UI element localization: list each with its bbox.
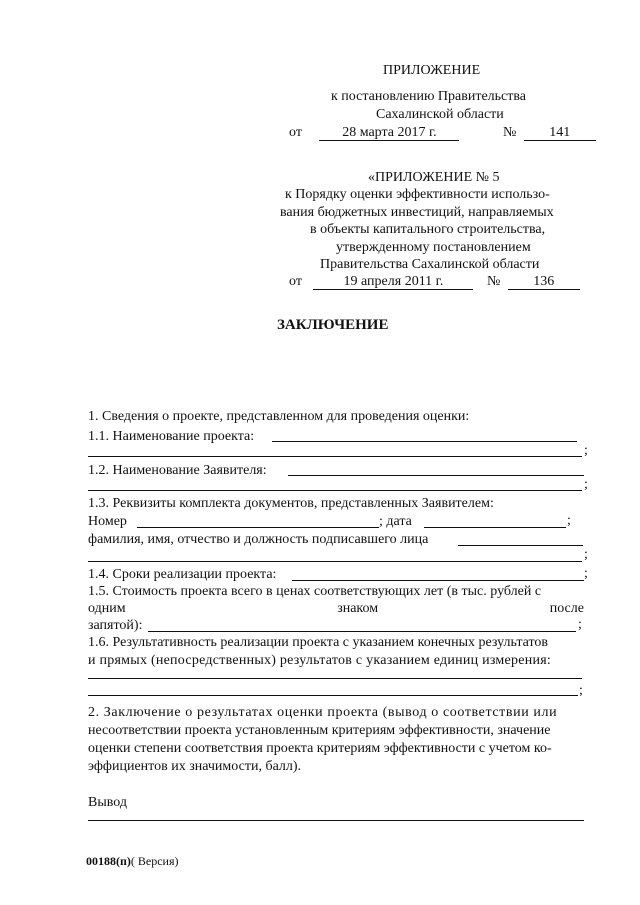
semicolon: ; xyxy=(584,477,588,492)
appendix-date: 28 марта 2017 г. xyxy=(319,126,459,141)
appendix5-line-2: вания бюджетных инвестиций, направляемых xyxy=(280,205,554,220)
documents-label: 1.3. Реквизиты комплекта документов, представленных Заявителем: xyxy=(88,496,494,511)
semicolon: ; xyxy=(584,566,588,581)
appendix-date-row xyxy=(289,124,596,141)
effectiveness-label-2: и прямых (непосредственных) результатов с указанием единиц измерения: xyxy=(88,653,552,668)
section-2-line-2: несоответствии проекта установленным критериям эффективности, значение xyxy=(88,723,551,738)
document-date-label: ; дата xyxy=(379,514,412,529)
number-prefix: № xyxy=(502,125,517,140)
appendix5-date-row xyxy=(289,273,580,290)
cost-word-1: одним xyxy=(88,601,126,616)
semicolon: ; xyxy=(579,683,583,698)
conclusion-line xyxy=(88,820,584,821)
appendix-number: 141 xyxy=(524,126,596,141)
applicant-name-label: 1.2. Наименование Заявителя: xyxy=(88,463,267,478)
appendix-line-1: к постановлению Правительства xyxy=(331,89,527,104)
document-heading: ЗАКЛЮЧЕНИЕ xyxy=(277,317,389,333)
duration-line xyxy=(292,580,584,581)
section-1: 1. Сведения о проекте, представленном для проведения оценки: xyxy=(88,409,470,424)
section-2-line-3: оценки степени соответствия проекта критериям эффективности с учетом ко- xyxy=(88,741,552,756)
signer-line-1 xyxy=(458,545,583,546)
appendix-title: ПРИЛОЖЕНИЕ xyxy=(383,63,481,78)
document-number-line xyxy=(137,527,379,528)
document-version: ( Версия) xyxy=(130,854,179,868)
cost-line xyxy=(148,631,576,632)
appendix5-title: «ПРИЛОЖЕНИЕ № 5 xyxy=(368,170,500,185)
semicolon: ; xyxy=(584,443,588,458)
applicant-name-line-2 xyxy=(88,490,582,491)
appendix5-line-3: в объекты капитального строительства, xyxy=(310,222,546,237)
semicolon: ; xyxy=(584,547,588,562)
semicolon: ; xyxy=(567,513,571,528)
date-prefix: от xyxy=(289,274,302,289)
document-date-line xyxy=(424,527,566,528)
cost-label-3: запятой): xyxy=(88,618,143,633)
project-name-line-2 xyxy=(88,456,582,457)
effectiveness-label-1: 1.6. Результативность реализации проекта с указанием конечных результатов xyxy=(88,635,549,650)
appendix5-line-5: Правительства Сахалинской области xyxy=(320,257,540,272)
appendix5-line-1: к Порядку оценки эффективности использо- xyxy=(285,187,550,202)
document-number-label: Номер xyxy=(88,514,127,529)
duration-label: 1.4. Сроки реализации проекта: xyxy=(88,567,277,582)
cost-word-3: после xyxy=(549,601,584,616)
project-name-line-1 xyxy=(272,441,577,442)
number-prefix: № xyxy=(486,274,501,289)
section-2-line-1: 2. Заключение о результатах оценки проекта (вывод о соответствии или xyxy=(88,705,558,720)
document-code: 00188(п) xyxy=(86,854,131,868)
semicolon: ; xyxy=(578,617,582,632)
section-2-line-4: эффициентов их значимости, балл). xyxy=(88,759,302,774)
appendix5-number: 136 xyxy=(508,275,580,290)
conclusion-label: Вывод xyxy=(88,795,127,810)
effectiveness-line-1 xyxy=(88,678,582,679)
applicant-name-line-1 xyxy=(288,475,584,476)
date-prefix: от xyxy=(289,125,302,140)
cost-word-2: знаком xyxy=(337,601,379,616)
signer-line-2 xyxy=(88,561,582,562)
appendix5-date: 19 апреля 2011 г. xyxy=(313,275,473,290)
appendix-line-2: Сахалинской области xyxy=(376,107,504,122)
project-name-label: 1.1. Наименование проекта: xyxy=(88,429,255,444)
signer-label: фамилия, имя, отчество и должность подписавшего лица xyxy=(88,532,429,547)
cost-label-1: 1.5. Стоимость проекта всего в ценах соответствующих лет (в тыс. рублей с xyxy=(88,584,542,599)
effectiveness-line-2 xyxy=(88,695,578,696)
appendix5-line-4: утвержденному постановлением xyxy=(336,240,531,255)
cost-label-2 xyxy=(88,600,584,617)
footer xyxy=(86,854,179,869)
